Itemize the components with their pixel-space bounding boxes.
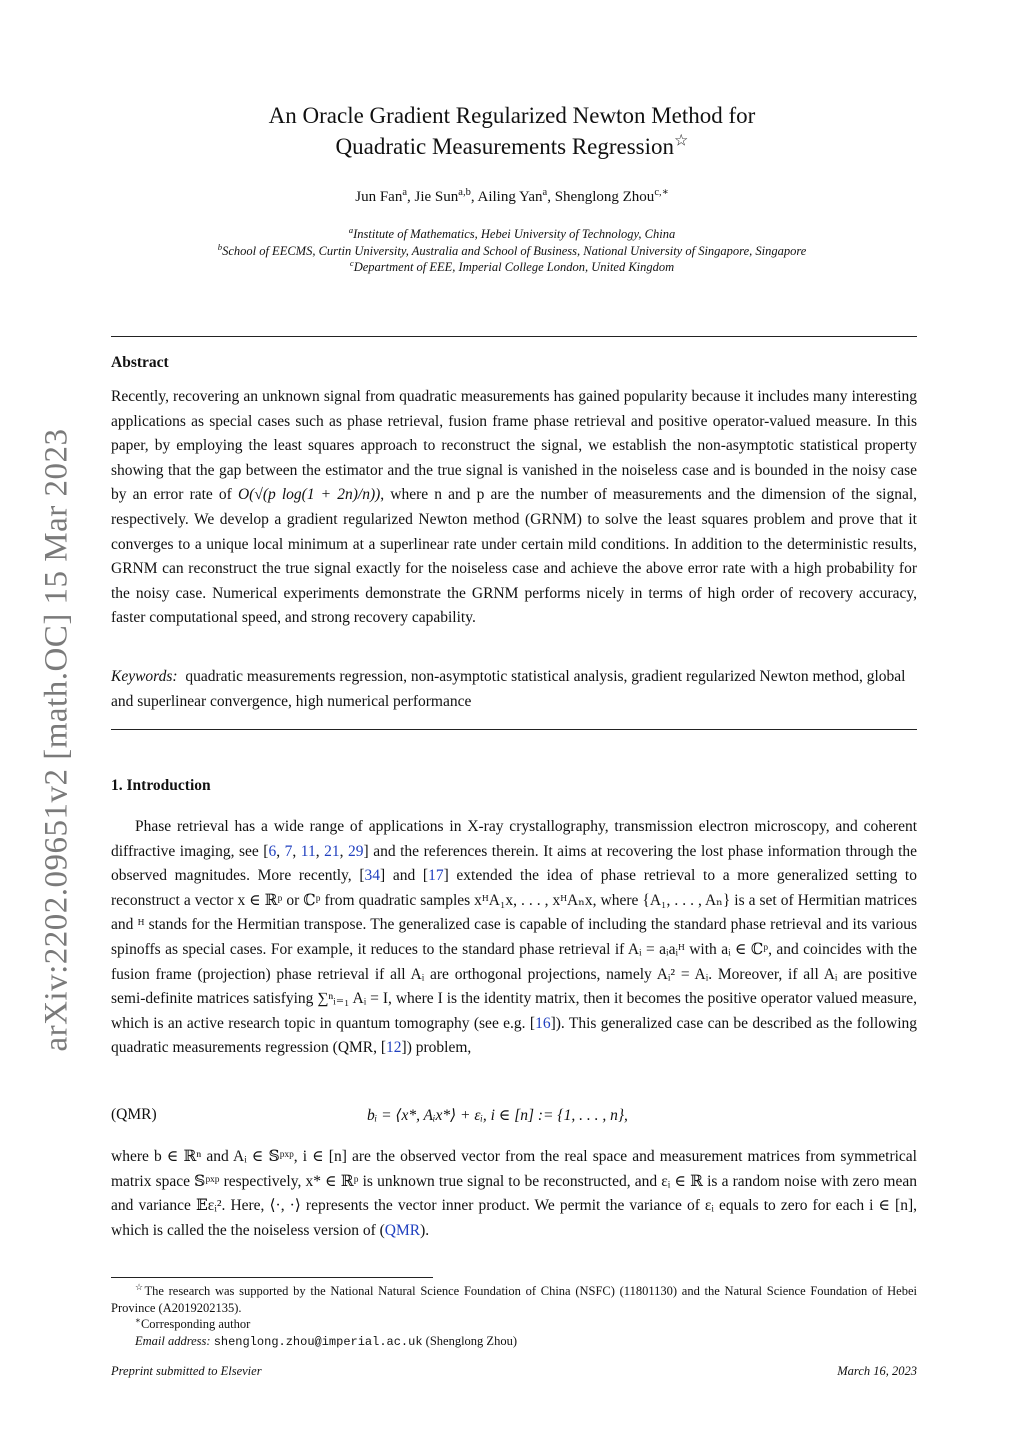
- email-address[interactable]: shenglong.zhou@imperial.ac.uk: [213, 1334, 423, 1349]
- funding-footnote: ☆The research was supported by the National Natural Science Foundation of China (NSFC) (11801130) and the Natural Science Foundation of Hebei Province (A2019202135).: [111, 1281, 917, 1315]
- abstract-top-rule: [111, 336, 917, 337]
- keywords-label: Keywords:: [111, 668, 178, 685]
- title-footnote-mark[interactable]: ☆: [674, 132, 689, 150]
- citation-link[interactable]: 21: [324, 842, 340, 860]
- email-footnote: Email address: shenglong.zhou@imperial.ac.uk (Shenglong Zhou): [135, 1333, 517, 1349]
- arxiv-id[interactable]: arXiv:2202.09651v2 [math.OC] 15 Mar 2023: [38, 428, 75, 1052]
- equation-body: bᵢ = ⟨x*, Aᵢx*⟩ + εᵢ, i ∈ [n] := {1, . . . , n},: [367, 1107, 628, 1124]
- affiliation: $^c$Department of EEE, Imperial College London, United Kingdom: [349, 257, 675, 274]
- author: Jie Sun: [414, 189, 459, 205]
- citation-link[interactable]: 34: [364, 867, 381, 885]
- citation-link[interactable]: 11: [300, 842, 316, 860]
- footer-date: March 16, 2023: [837, 1364, 917, 1378]
- title-line-2: Quadratic Measurements Regression☆: [335, 132, 689, 159]
- title-line-1: An Oracle Gradient Regularized Newton Method for: [268, 103, 756, 128]
- citation-link[interactable]: 17: [428, 867, 444, 885]
- affiliation: $^a$Institute of Mathematics, Hebei University of Technology, China: [348, 224, 676, 241]
- paper-title: [0, 100, 1024, 162]
- intro-paragraph-1: Phase retrieval has a wide range of applications in X-ray crystallography, transmission electron microscopy, and coherent diffractive imaging, see [6, 7, 11, 21, 29] and the references therein. It aims at recovering the lost phase information through the observed magnitudes. More recently, [34] and [17] extended the idea of phase retrieval to a more generalized setting to reconstruct a vector x ∈ ℝᵖ or ℂᵖ from quadratic samples xᴴA₁x, . . . , xᴴAₙx, where {A₁, . . . , Aₙ} is a set of Hermitian matrices and ᴴ stands for the Hermitian transpose. The generalized case is capable of including the standard phase retrieval and its various spinoffs as special cases. For example, it reduces to the standard phase retrieval if Aᵢ = aᵢaᵢᴴ with aᵢ ∈ ℂᵖ, and coincides with the fusion frame (projection) phase retrieval if all Aᵢ are orthogonal projections, namely Aᵢ² = Aᵢ. Moreover, if all Aᵢ are positive semi-definite matrices satisfying ∑ⁿᵢ₌₁ Aᵢ = I, where I is the identity matrix, then it becomes the positive operator valued measure, which is an active research topic in quantum tomography (see e.g. [16]). This generalized case can be described as the following quadratic measurements regression (QMR, [12]) problem,: [111, 818, 918, 1057]
- affiliation: $^b$School of EECMS, Curtin University, Australia and School of Business, National University of Singapore, Singapore: [217, 241, 807, 258]
- footer-left: Preprint submitted to Elsevier: [111, 1364, 262, 1378]
- footnotes: [111, 1283, 917, 1350]
- author-affiliation[interactable]: a,b: [458, 187, 471, 198]
- footnote-rule: [111, 1277, 433, 1278]
- author-affiliation[interactable]: a: [542, 187, 548, 198]
- intro-paragraph-2: where b ∈ ℝⁿ and Aᵢ ∈ 𝕊ᵖˣᵖ, i ∈ [n] are the observed vector from the real space and measurement matrices from symmetrical matrix space 𝕊ᵖˣᵖ respectively, x* ∈ ℝᵖ is unknown true signal to be reconstructed, and εᵢ ∈ ℝ is a random noise with zero mean and variance 𝔼εᵢ². Here, ⟨·, ·⟩ represents the vector inner product. We permit the variance of εᵢ equals to zero for each i ∈ [n], which is called the the noiseless version of (QMR).: [111, 1148, 917, 1239]
- corresponding-footnote: ∗Corresponding author: [135, 1314, 251, 1331]
- page-footer: [111, 1364, 917, 1379]
- abstract-body: Recently, recovering an unknown signal from quadratic measurements has gained popularity because it includes many interesting applications as special cases such as phase retrieval, fusion frame phase retrieval and positive operator-valued measure. In this paper, by employing the least squares approach to reconstruct the signal, we establish the non-asymptotic statistical property showing that the gap between the estimator and the true signal is vanished in the noiseless case and is bounded in the noisy case by an error rate of O(√(p log(1 + 2n)/n)), where n and p are the number of measurements and the dimension of the signal, respectively. We develop a gradient regularized Newton method (GRNM) to solve the least squares problem and prove that it converges to a unique local minimum at a superlinear rate under certain mild conditions. In addition to the deterministic results, GRNM can reconstruct the true signal exactly for the noiseless case and achieve the above error rate with a high probability for the noisy case. Numerical experiments demonstrate the GRNM performs nicely in terms of high order of recovery accuracy, faster computational speed, and strong recovery capability.: [111, 388, 918, 627]
- author: Ailing Yan: [477, 189, 543, 205]
- citation-link[interactable]: 6: [268, 842, 277, 860]
- equation-tag: (QMR): [111, 1106, 157, 1123]
- author-affiliation[interactable]: c,∗: [654, 187, 669, 198]
- author-list: Jun Fan$^a$, Jie Sun$^{a,b}$, Ailing Yan$^a$, Shenglong Zhou$^{c,∗}$: [355, 187, 669, 205]
- affiliation-list: [0, 226, 1024, 276]
- abstract-bottom-rule: [111, 729, 917, 730]
- keywords-text: quadratic measurements regression, non-asymptotic statistical analysis, gradient regularized Newton method, global and superlinear convergence, high numerical performance: [111, 668, 906, 710]
- author: Shenglong Zhou: [554, 189, 655, 205]
- author-affiliation[interactable]: a: [402, 187, 408, 198]
- citation-link[interactable]: 29: [348, 842, 364, 860]
- citation-link[interactable]: 16: [535, 1014, 551, 1032]
- author: Jun Fan: [355, 189, 403, 205]
- equation-link[interactable]: QMR: [384, 1221, 421, 1239]
- abstract-heading: Abstract: [111, 354, 169, 371]
- citation-link[interactable]: 7: [284, 842, 293, 860]
- error-rate: O(√(p log(1 + 2n)/n)): [237, 486, 381, 504]
- keywords: [111, 665, 917, 714]
- section-heading-introduction: 1. Introduction: [111, 777, 211, 794]
- citation-link[interactable]: 12: [386, 1039, 402, 1057]
